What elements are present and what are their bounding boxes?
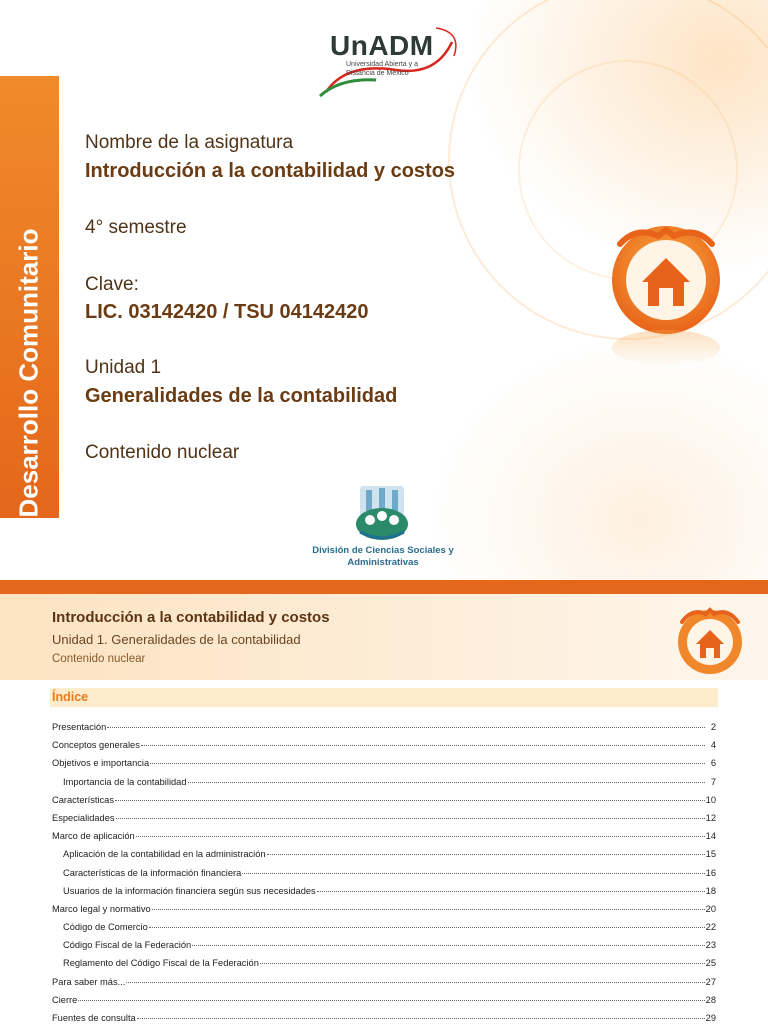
toc-entry-page: 2 [710,722,716,732]
toc-leader-dots [260,963,705,964]
toc-entry[interactable] [52,922,716,940]
toc-leader-dots [149,927,705,928]
clave-value: LIC. 03142420 / TSU 04142420 [85,301,369,323]
index-title-bar [50,688,718,707]
semester: 4° semestre [85,217,187,238]
page-separator [0,580,768,594]
toc-entry-label: Objetivos e importancia [52,758,150,769]
toc-entry-page: 12 [705,812,716,823]
toc-entry[interactable] [52,995,716,1013]
subject-label: Nombre de la asignatura [85,132,294,153]
toc-entry-page: 22 [705,922,716,933]
toc-entry[interactable] [52,777,716,795]
logo-brand: UnADM [330,30,434,61]
toc-leader-dots [317,891,705,892]
toc-entry-page: 16 [705,867,716,878]
toc-entry-label: Fuentes de consulta [52,1013,136,1023]
toc-entry-page: 7 [710,776,716,787]
index-page [0,594,768,1024]
toc-entry-label: Reglamento del Código Fiscal de la Federación [63,958,259,969]
unit-label: Unidad 1 [85,357,162,378]
toc-entry[interactable] [52,868,716,886]
unit-name: Generalidades de la contabilidad [85,385,398,407]
table-of-contents [52,722,716,1024]
toc-entry[interactable] [52,886,716,904]
logo-subtitle: Universidad Abierta y a Distancia de México [346,61,418,77]
toc-entry-label: Presentación [52,722,107,732]
toc-entry[interactable] [52,977,716,995]
toc-entry[interactable] [52,758,716,776]
toc-entry-label: Código de Comercio [63,922,148,933]
toc-entry-page: 20 [705,903,716,914]
toc-leader-dots [137,1018,705,1019]
toc-entry[interactable] [52,1013,716,1024]
division-name: División de Ciencias Sociales y Administrativas [312,545,454,568]
toc-entry-page: 4 [710,740,716,751]
content-label: Contenido nuclear [85,442,240,463]
toc-entry[interactable] [52,904,716,922]
clave-label: Clave: [85,274,139,295]
toc-entry-page: 10 [705,794,716,805]
toc-entry-label: Usuarios de la información financiera según sus necesidades [63,885,316,896]
toc-leader-dots [267,854,705,855]
toc-leader-dots [188,782,705,783]
toc-entry-page: 28 [705,994,716,1005]
toc-entry-page: 29 [705,1013,716,1023]
toc-entry[interactable] [52,958,716,976]
toc-leader-dots [152,909,705,910]
toc-entry-label: Características [52,794,114,805]
toc-entry[interactable] [52,722,716,740]
toc-entry-page: 14 [705,831,716,842]
toc-entry[interactable] [52,831,716,849]
unadm-logo [316,22,466,104]
toc-leader-dots [78,1000,704,1001]
page-header [0,594,768,680]
toc-entry-page: 25 [705,958,716,969]
toc-entry-page: 27 [705,976,716,987]
toc-entry-label: Para saber más... [52,976,126,987]
toc-leader-dots [126,982,704,983]
toc-entry-label: Especialidades [52,812,115,823]
side-band-label: Desarrollo Comunitario [13,228,44,518]
side-band [0,76,59,518]
toc-entry[interactable] [52,849,716,867]
header-unit: Unidad 1. Generalidades de la contabilidad [52,632,301,647]
toc-entry[interactable] [52,795,716,813]
division-emblem-icon [352,484,412,542]
toc-entry[interactable] [52,813,716,831]
toc-entry-page: 6 [710,758,716,769]
toc-leader-dots [242,873,704,874]
toc-leader-dots [115,800,705,801]
toc-entry[interactable] [52,940,716,958]
toc-leader-dots [150,763,705,764]
toc-entry-label: Aplicación de la contabilidad en la administración [63,849,266,860]
toc-entry-page: 18 [705,885,716,896]
toc-leader-dots [136,836,705,837]
community-house-icon [606,222,726,372]
toc-entry-label: Cierre [52,994,78,1005]
toc-entry-label: Características de la información financiera [63,867,242,878]
toc-entry-label: Importancia de la contabilidad [63,776,187,787]
header-subject: Introducción a la contabilidad y costos [52,609,330,626]
header-content: Contenido nuclear [52,653,146,665]
community-house-icon [674,602,746,682]
toc-leader-dots [107,727,705,728]
toc-entry-label: Conceptos generales [52,740,140,751]
index-title: Índice [52,690,89,704]
toc-entry-label: Marco de aplicación [52,831,135,842]
toc-entry-label: Marco legal y normativo [52,903,151,914]
toc-entry[interactable] [52,740,716,758]
toc-leader-dots [116,818,705,819]
toc-entry-page: 23 [705,940,716,951]
toc-leader-dots [192,945,704,946]
toc-leader-dots [141,745,705,746]
toc-entry-label: Código Fiscal de la Federación [63,940,192,951]
subject-name: Introducción a la contabilidad y costos [85,160,456,182]
toc-entry-page: 15 [705,849,716,860]
